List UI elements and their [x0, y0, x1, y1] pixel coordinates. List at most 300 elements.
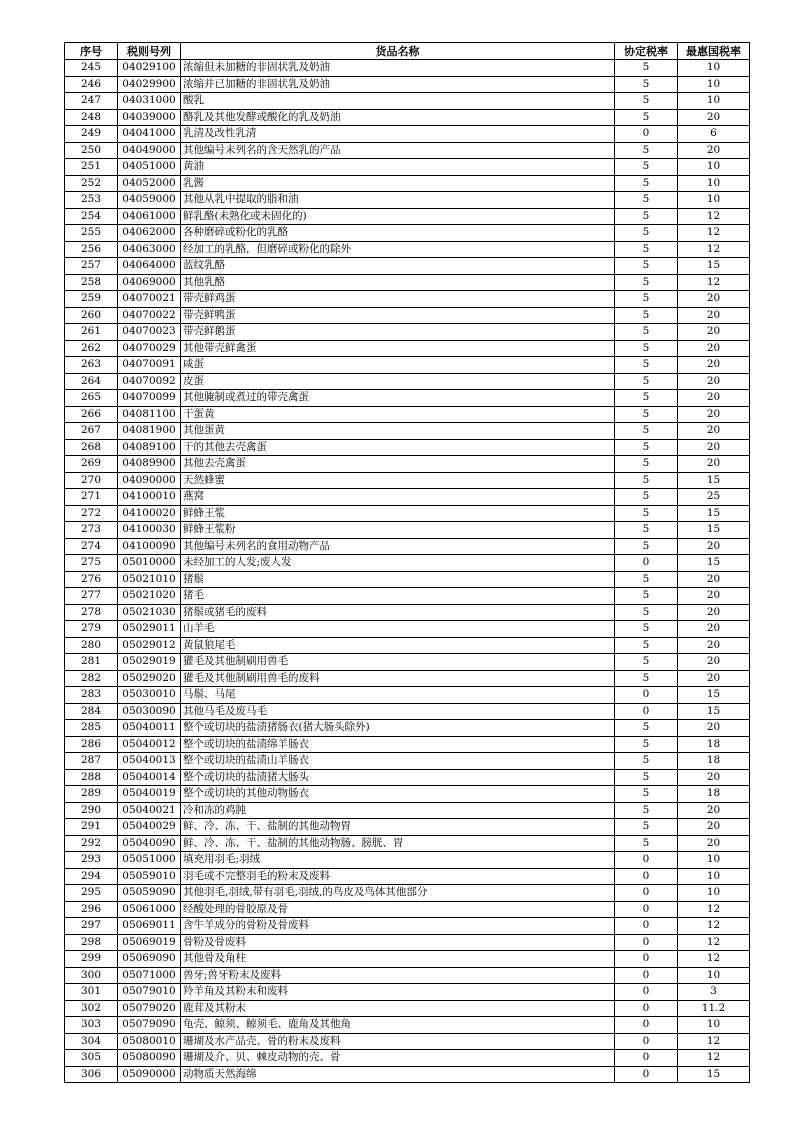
cell-seq: 289: [65, 786, 118, 803]
cell-name: 猪毛: [181, 588, 615, 605]
cell-name: 整个或切块的盐渍山羊肠衣: [181, 753, 615, 770]
cell-seq: 265: [65, 390, 118, 407]
cell-agreed-rate: 5: [615, 604, 678, 621]
table-body: [65, 60, 750, 1083]
cell-mfn-rate: 20: [678, 390, 750, 407]
cell-code: 05079010: [118, 984, 181, 1001]
cell-mfn-rate: 12: [678, 918, 750, 935]
cell-mfn-rate: 10: [678, 76, 750, 93]
cell-code: 05080010: [118, 1033, 181, 1050]
cell-mfn-rate: 10: [678, 159, 750, 176]
table-row: [65, 984, 750, 1001]
cell-code: 04070021: [118, 291, 181, 308]
cell-mfn-rate: 20: [678, 357, 750, 374]
cell-name: 獾毛及其他制刷用兽毛: [181, 654, 615, 671]
cell-agreed-rate: 5: [615, 736, 678, 753]
cell-mfn-rate: 20: [678, 142, 750, 159]
table-row: [65, 786, 750, 803]
table-row: [65, 934, 750, 951]
cell-agreed-rate: 5: [615, 456, 678, 473]
cell-mfn-rate: 10: [678, 1017, 750, 1034]
cell-name: 鹿茸及其粉末: [181, 1000, 615, 1017]
table-row: [65, 670, 750, 687]
cell-agreed-rate: 5: [615, 720, 678, 737]
cell-agreed-rate: 5: [615, 786, 678, 803]
cell-agreed-rate: 5: [615, 307, 678, 324]
cell-code: 04100090: [118, 538, 181, 555]
cell-agreed-rate: 5: [615, 159, 678, 176]
cell-code: 04070023: [118, 324, 181, 341]
table-row: [65, 307, 750, 324]
cell-seq: 303: [65, 1017, 118, 1034]
cell-agreed-rate: 0: [615, 555, 678, 572]
cell-mfn-rate: 3: [678, 984, 750, 1001]
cell-mfn-rate: 12: [678, 208, 750, 225]
table-row: [65, 736, 750, 753]
cell-agreed-rate: 0: [615, 868, 678, 885]
table-row: [65, 918, 750, 935]
cell-seq: 304: [65, 1033, 118, 1050]
cell-code: 05059090: [118, 885, 181, 902]
cell-code: 05021030: [118, 604, 181, 621]
cell-seq: 279: [65, 621, 118, 638]
table-row: [65, 192, 750, 209]
cell-mfn-rate: 10: [678, 192, 750, 209]
table-row: [65, 423, 750, 440]
table-row: [65, 555, 750, 572]
cell-seq: 284: [65, 703, 118, 720]
cell-mfn-rate: 20: [678, 423, 750, 440]
cell-agreed-rate: 5: [615, 505, 678, 522]
cell-name: 经酸处理的骨胶原及骨: [181, 901, 615, 918]
cell-mfn-rate: 12: [678, 951, 750, 968]
cell-name: 经加工的乳酪，但磨碎或粉化的除外: [181, 241, 615, 258]
cell-code: 04049000: [118, 142, 181, 159]
table-row: [65, 175, 750, 192]
cell-agreed-rate: 0: [615, 885, 678, 902]
cell-name: 各种磨碎或粉化的乳酪: [181, 225, 615, 242]
cell-name: 整个或切块的盐渍猪大肠头: [181, 769, 615, 786]
table-row: [65, 522, 750, 539]
cell-seq: 291: [65, 819, 118, 836]
cell-agreed-rate: 5: [615, 324, 678, 341]
cell-mfn-rate: 20: [678, 340, 750, 357]
cell-agreed-rate: 5: [615, 654, 678, 671]
cell-mfn-rate: 18: [678, 786, 750, 803]
cell-code: 04031000: [118, 93, 181, 110]
cell-code: 04041000: [118, 126, 181, 143]
cell-code: 05040011: [118, 720, 181, 737]
table-row: [65, 571, 750, 588]
table-row: [65, 241, 750, 258]
cell-name: 其他乳酪: [181, 274, 615, 291]
cell-agreed-rate: 0: [615, 1066, 678, 1083]
cell-seq: 275: [65, 555, 118, 572]
cell-mfn-rate: 18: [678, 736, 750, 753]
header-code: 税则号列: [118, 43, 181, 60]
cell-mfn-rate: 20: [678, 291, 750, 308]
cell-code: 04052000: [118, 175, 181, 192]
cell-agreed-rate: 0: [615, 1000, 678, 1017]
cell-agreed-rate: 5: [615, 357, 678, 374]
cell-code: 05030090: [118, 703, 181, 720]
cell-seq: 294: [65, 868, 118, 885]
cell-name: 马鬃、马尾: [181, 687, 615, 704]
cell-mfn-rate: 12: [678, 274, 750, 291]
cell-name: 猪鬃: [181, 571, 615, 588]
cell-code: 04070091: [118, 357, 181, 374]
table-row: [65, 1066, 750, 1083]
cell-seq: 296: [65, 901, 118, 918]
cell-name: 其他蛋黄: [181, 423, 615, 440]
cell-code: 05029020: [118, 670, 181, 687]
cell-agreed-rate: 5: [615, 637, 678, 654]
table-row: [65, 390, 750, 407]
cell-agreed-rate: 5: [615, 472, 678, 489]
cell-agreed-rate: 5: [615, 802, 678, 819]
cell-code: 05061000: [118, 901, 181, 918]
cell-code: 04063000: [118, 241, 181, 258]
cell-name: 其他带壳鲜禽蛋: [181, 340, 615, 357]
cell-agreed-rate: 5: [615, 225, 678, 242]
cell-mfn-rate: 15: [678, 703, 750, 720]
cell-seq: 305: [65, 1050, 118, 1067]
cell-seq: 264: [65, 373, 118, 390]
cell-mfn-rate: 20: [678, 373, 750, 390]
cell-agreed-rate: 5: [615, 142, 678, 159]
cell-name: 其他马毛及废马毛: [181, 703, 615, 720]
cell-name: 填充用羽毛;羽绒: [181, 852, 615, 869]
table-row: [65, 60, 750, 77]
cell-mfn-rate: 20: [678, 802, 750, 819]
cell-seq: 285: [65, 720, 118, 737]
cell-seq: 273: [65, 522, 118, 539]
cell-seq: 268: [65, 439, 118, 456]
cell-seq: 263: [65, 357, 118, 374]
cell-code: 04029100: [118, 60, 181, 77]
cell-code: 04090000: [118, 472, 181, 489]
table-row: [65, 109, 750, 126]
cell-agreed-rate: 5: [615, 109, 678, 126]
cell-agreed-rate: 5: [615, 753, 678, 770]
cell-mfn-rate: 20: [678, 406, 750, 423]
table-row: [65, 505, 750, 522]
cell-seq: 267: [65, 423, 118, 440]
table-row: [65, 588, 750, 605]
cell-seq: 257: [65, 258, 118, 275]
cell-name: 冷和冻的鸡肫: [181, 802, 615, 819]
table-row: [65, 835, 750, 852]
table-row: [65, 126, 750, 143]
cell-seq: 253: [65, 192, 118, 209]
cell-seq: 271: [65, 489, 118, 506]
cell-code: 04070092: [118, 373, 181, 390]
cell-seq: 288: [65, 769, 118, 786]
cell-agreed-rate: 0: [615, 1017, 678, 1034]
cell-code: 05079090: [118, 1017, 181, 1034]
cell-seq: 254: [65, 208, 118, 225]
table-row: [65, 406, 750, 423]
table-row: [65, 340, 750, 357]
table-row: [65, 802, 750, 819]
table-row: [65, 720, 750, 737]
cell-agreed-rate: 0: [615, 967, 678, 984]
cell-mfn-rate: 25: [678, 489, 750, 506]
cell-seq: 300: [65, 967, 118, 984]
cell-name: 珊瑚及介、贝、棘皮动物的壳、骨: [181, 1050, 615, 1067]
cell-seq: 297: [65, 918, 118, 935]
table-row: [65, 456, 750, 473]
cell-name: 骨粉及骨废料: [181, 934, 615, 951]
cell-agreed-rate: 5: [615, 291, 678, 308]
cell-mfn-rate: 15: [678, 472, 750, 489]
cell-code: 04029900: [118, 76, 181, 93]
cell-name: 乳清及改性乳清: [181, 126, 615, 143]
cell-code: 04070029: [118, 340, 181, 357]
cell-mfn-rate: 6: [678, 126, 750, 143]
cell-mfn-rate: 20: [678, 621, 750, 638]
cell-code: 05021010: [118, 571, 181, 588]
cell-mfn-rate: 20: [678, 109, 750, 126]
cell-name: 其他去壳禽蛋: [181, 456, 615, 473]
cell-agreed-rate: 5: [615, 340, 678, 357]
cell-seq: 262: [65, 340, 118, 357]
cell-name: 浓缩但未加糖的非固状乳及奶油: [181, 60, 615, 77]
cell-seq: 270: [65, 472, 118, 489]
cell-seq: 298: [65, 934, 118, 951]
cell-seq: 261: [65, 324, 118, 341]
cell-code: 04039000: [118, 109, 181, 126]
cell-code: 05010000: [118, 555, 181, 572]
cell-mfn-rate: 12: [678, 225, 750, 242]
cell-mfn-rate: 12: [678, 934, 750, 951]
cell-seq: 277: [65, 588, 118, 605]
cell-agreed-rate: 5: [615, 175, 678, 192]
cell-agreed-rate: 0: [615, 901, 678, 918]
cell-mfn-rate: 15: [678, 258, 750, 275]
cell-agreed-rate: 0: [615, 984, 678, 1001]
table-row: [65, 274, 750, 291]
table-row: [65, 703, 750, 720]
cell-mfn-rate: 20: [678, 538, 750, 555]
header-mfn-rate: 最惠国税率: [678, 43, 750, 60]
cell-agreed-rate: 0: [615, 126, 678, 143]
cell-agreed-rate: 5: [615, 769, 678, 786]
table-row: [65, 852, 750, 869]
table-row: [65, 489, 750, 506]
cell-mfn-rate: 10: [678, 175, 750, 192]
cell-code: 05029011: [118, 621, 181, 638]
table-row: [65, 225, 750, 242]
table-row: [65, 142, 750, 159]
cell-seq: 290: [65, 802, 118, 819]
cell-seq: 247: [65, 93, 118, 110]
cell-name: 带壳鲜鸭蛋: [181, 307, 615, 324]
cell-name: 其他编号未列名的含天然乳的产品: [181, 142, 615, 159]
cell-name: 天然蜂蜜: [181, 472, 615, 489]
cell-code: 04070022: [118, 307, 181, 324]
cell-agreed-rate: 5: [615, 423, 678, 440]
cell-mfn-rate: 15: [678, 1066, 750, 1083]
cell-mfn-rate: 15: [678, 555, 750, 572]
cell-code: 05040021: [118, 802, 181, 819]
cell-name: 珊瑚及水产品壳、骨的粉末及废料: [181, 1033, 615, 1050]
cell-code: 04100030: [118, 522, 181, 539]
cell-name: 酪乳及其他发酵或酸化的乳及奶油: [181, 109, 615, 126]
cell-seq: 278: [65, 604, 118, 621]
cell-seq: 281: [65, 654, 118, 671]
cell-code: 04062000: [118, 225, 181, 242]
cell-code: 05040012: [118, 736, 181, 753]
cell-code: 05080090: [118, 1050, 181, 1067]
cell-seq: 260: [65, 307, 118, 324]
cell-mfn-rate: 20: [678, 571, 750, 588]
cell-name: 羚羊角及其粉末和废料: [181, 984, 615, 1001]
cell-mfn-rate: 10: [678, 868, 750, 885]
cell-mfn-rate: 20: [678, 637, 750, 654]
cell-name: 干的其他去壳禽蛋: [181, 439, 615, 456]
cell-mfn-rate: 20: [678, 720, 750, 737]
cell-name: 猪鬃或猪毛的废料: [181, 604, 615, 621]
tariff-table: [64, 42, 750, 1083]
cell-seq: 286: [65, 736, 118, 753]
cell-mfn-rate: 12: [678, 901, 750, 918]
cell-agreed-rate: 5: [615, 241, 678, 258]
cell-name: 山羊毛: [181, 621, 615, 638]
cell-name: 含牛羊成分的骨粉及骨废料: [181, 918, 615, 935]
cell-seq: 283: [65, 687, 118, 704]
cell-name: 鲜、冷、冻、干、盐制的其他动物胃: [181, 819, 615, 836]
cell-agreed-rate: 0: [615, 1050, 678, 1067]
cell-mfn-rate: 20: [678, 835, 750, 852]
cell-agreed-rate: 5: [615, 522, 678, 539]
table-row: [65, 159, 750, 176]
header-seq: 序号: [65, 43, 118, 60]
cell-seq: 259: [65, 291, 118, 308]
header-agreed-rate: 协定税率: [615, 43, 678, 60]
cell-agreed-rate: 0: [615, 934, 678, 951]
cell-mfn-rate: 15: [678, 505, 750, 522]
header-name: 货品名称: [181, 43, 615, 60]
cell-name: 黄鼠狼尾毛: [181, 637, 615, 654]
cell-agreed-rate: 5: [615, 621, 678, 638]
cell-mfn-rate: 20: [678, 654, 750, 671]
cell-code: 05059010: [118, 868, 181, 885]
cell-code: 04100010: [118, 489, 181, 506]
cell-name: 整个或切块的盐渍猪肠衣(猪大肠头除外): [181, 720, 615, 737]
cell-name: 獾毛及其他制刷用兽毛的废料: [181, 670, 615, 687]
cell-code: 05029019: [118, 654, 181, 671]
cell-seq: 245: [65, 60, 118, 77]
cell-agreed-rate: 5: [615, 390, 678, 407]
cell-mfn-rate: 20: [678, 769, 750, 786]
cell-code: 05051000: [118, 852, 181, 869]
table-row: [65, 819, 750, 836]
cell-mfn-rate: 12: [678, 241, 750, 258]
cell-mfn-rate: 10: [678, 885, 750, 902]
cell-code: 05030010: [118, 687, 181, 704]
cell-seq: 301: [65, 984, 118, 1001]
cell-code: 04051000: [118, 159, 181, 176]
table-row: [65, 439, 750, 456]
cell-name: 整个或切块的盐渍绵羊肠衣: [181, 736, 615, 753]
table-row: [65, 637, 750, 654]
cell-code: 05090000: [118, 1066, 181, 1083]
cell-code: 05040013: [118, 753, 181, 770]
cell-code: 05040090: [118, 835, 181, 852]
cell-agreed-rate: 5: [615, 670, 678, 687]
cell-name: 鲜、冷、冻、干、盐制的其他动物肠、膀胱、胃: [181, 835, 615, 852]
cell-code: 05040019: [118, 786, 181, 803]
cell-seq: 248: [65, 109, 118, 126]
cell-seq: 255: [65, 225, 118, 242]
cell-mfn-rate: 20: [678, 604, 750, 621]
cell-name: 龟壳、鲸须、鲸须毛、鹿角及其他角: [181, 1017, 615, 1034]
cell-code: 04081900: [118, 423, 181, 440]
table-row: [65, 885, 750, 902]
cell-name: 其他羽毛,羽绒,带有羽毛,羽绒,的鸟皮及鸟体其他部分: [181, 885, 615, 902]
cell-agreed-rate: 0: [615, 951, 678, 968]
cell-code: 04089900: [118, 456, 181, 473]
cell-name: 鲜乳酪(未熟化或未固化的): [181, 208, 615, 225]
cell-code: 05069011: [118, 918, 181, 935]
cell-mfn-rate: 12: [678, 1033, 750, 1050]
cell-mfn-rate: 11.2: [678, 1000, 750, 1017]
table-row: [65, 687, 750, 704]
cell-agreed-rate: 0: [615, 1033, 678, 1050]
cell-seq: 302: [65, 1000, 118, 1017]
cell-name: 鲜蜂王浆粉: [181, 522, 615, 539]
cell-name: 兽牙;兽牙粉末及废料: [181, 967, 615, 984]
cell-code: 05040029: [118, 819, 181, 836]
table-row: [65, 93, 750, 110]
cell-mfn-rate: 20: [678, 439, 750, 456]
cell-name: 酸乳: [181, 93, 615, 110]
table-row: [65, 604, 750, 621]
cell-mfn-rate: 15: [678, 522, 750, 539]
table-row: [65, 654, 750, 671]
cell-seq: 256: [65, 241, 118, 258]
table-row: [65, 76, 750, 93]
cell-name: 带壳鲜鹅蛋: [181, 324, 615, 341]
cell-agreed-rate: 5: [615, 274, 678, 291]
cell-agreed-rate: 5: [615, 60, 678, 77]
cell-name: 动物质天然海绵: [181, 1066, 615, 1083]
table-row: [65, 1000, 750, 1017]
cell-name: 带壳鲜鸡蛋: [181, 291, 615, 308]
cell-agreed-rate: 5: [615, 835, 678, 852]
cell-code: 05069019: [118, 934, 181, 951]
cell-code: 05029012: [118, 637, 181, 654]
table-row: [65, 753, 750, 770]
cell-code: 04061000: [118, 208, 181, 225]
table-row: [65, 1050, 750, 1067]
cell-seq: 282: [65, 670, 118, 687]
cell-seq: 287: [65, 753, 118, 770]
table-row: [65, 373, 750, 390]
cell-name: 羽毛或不完整羽毛的粉末及废料: [181, 868, 615, 885]
cell-seq: 276: [65, 571, 118, 588]
cell-name: 燕窝: [181, 489, 615, 506]
cell-agreed-rate: 5: [615, 819, 678, 836]
table-row: [65, 324, 750, 341]
cell-code: 05071000: [118, 967, 181, 984]
cell-mfn-rate: 20: [678, 307, 750, 324]
cell-agreed-rate: 5: [615, 571, 678, 588]
cell-seq: 246: [65, 76, 118, 93]
cell-mfn-rate: 20: [678, 588, 750, 605]
cell-code: 04070099: [118, 390, 181, 407]
